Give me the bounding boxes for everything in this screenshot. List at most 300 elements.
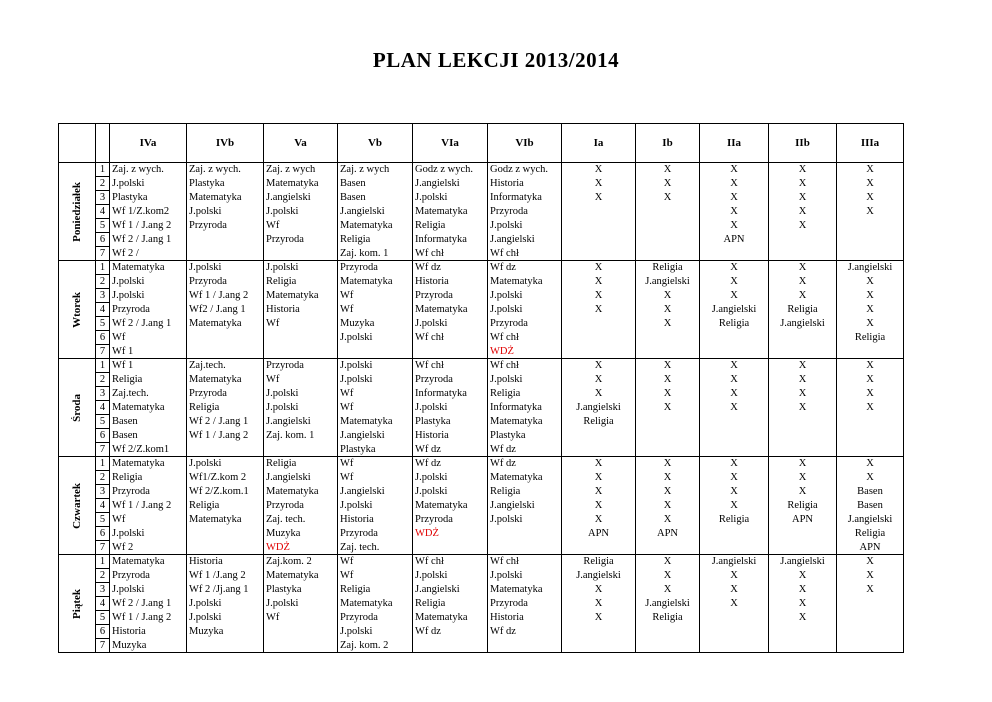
lesson-cell: X [562,387,636,401]
lesson-cell: Wf [338,289,413,303]
lesson-cell: Przyroda [488,205,562,219]
lesson-cell: Zaj.kom. 2 [264,555,338,569]
lesson-cell [769,331,837,345]
lesson-cell: Przyroda [110,569,187,583]
lesson-cell: X [636,401,700,415]
lesson-cell: J.angielski [338,429,413,443]
lesson-number: 3 [96,289,110,303]
lesson-cell: X [837,177,904,191]
lesson-cell: Zaj.tech. [187,359,264,373]
lesson-cell [837,443,904,457]
lesson-number: 5 [96,611,110,625]
day-label: Środa [70,393,83,422]
table-row [59,625,904,639]
lesson-cell: Plastyka [413,415,488,429]
lesson-cell [562,443,636,457]
lesson-cell: J.polski [187,261,264,275]
lesson-cell: Matematyka [338,597,413,611]
lesson-cell: J.polski [413,317,488,331]
lesson-cell: X [837,359,904,373]
lesson-cell: APN [837,541,904,555]
class-header: IIIa [837,124,904,163]
lesson-cell: X [562,373,636,387]
lesson-cell: Religia [187,401,264,415]
lesson-cell: J.polski [187,611,264,625]
lesson-cell: Wf chł [488,359,562,373]
table-row [59,597,904,611]
lesson-cell: Informatyka [413,387,488,401]
lesson-cell: Wf [110,331,187,345]
lesson-cell: Wf 1 / J.ang 2 [187,429,264,443]
lesson-cell [700,611,769,625]
lesson-cell: Matematyka [338,275,413,289]
day-label-cell [59,261,96,359]
lesson-cell: X [562,513,636,527]
lesson-number: 3 [96,387,110,401]
lesson-cell: X [769,177,837,191]
lesson-cell [636,415,700,429]
timetable-body [59,163,904,653]
lesson-cell: Wf1/Z.kom 2 [187,471,264,485]
lesson-cell: Informatyka [413,233,488,247]
lesson-cell: J.polski [264,387,338,401]
lesson-number: 5 [96,513,110,527]
lesson-cell: X [837,401,904,415]
lesson-cell [769,247,837,261]
lesson-cell [562,219,636,233]
lesson-cell: X [769,401,837,415]
lesson-cell [562,639,636,653]
lesson-cell: X [700,457,769,471]
lesson-cell: J.polski [264,205,338,219]
lesson-cell: APN [700,233,769,247]
class-header: VIb [488,124,562,163]
lesson-cell [562,317,636,331]
lesson-cell: Wf dz [488,457,562,471]
lesson-cell: Wf [264,219,338,233]
lesson-cell: Religia [837,527,904,541]
lesson-cell: Wf 2 [110,541,187,555]
lesson-number: 5 [96,415,110,429]
lesson-cell: Religia [338,583,413,597]
lesson-number: 7 [96,345,110,359]
day-label: Czwartek [70,482,83,529]
lesson-cell [769,625,837,639]
table-row [59,163,904,177]
lesson-cell: Religia [562,415,636,429]
lesson-number: 3 [96,485,110,499]
lesson-cell [636,429,700,443]
lesson-number: 6 [96,233,110,247]
lesson-cell [488,639,562,653]
lesson-cell: Muzyka [264,527,338,541]
lesson-cell: X [636,499,700,513]
lesson-cell [700,429,769,443]
lesson-cell: J.angielski [636,597,700,611]
lesson-cell [837,345,904,359]
lesson-cell [700,541,769,555]
lesson-cell: Wf 1 / J.ang 2 [187,289,264,303]
class-header: Va [264,124,338,163]
lesson-cell [488,527,562,541]
lesson-cell: Matematyka [110,261,187,275]
lesson-cell [769,639,837,653]
lesson-cell: Religia [413,219,488,233]
table-row [59,541,904,555]
lesson-number: 1 [96,555,110,569]
lesson-cell: X [636,359,700,373]
lesson-cell: Plastyka [488,429,562,443]
lesson-number: 5 [96,317,110,331]
lesson-cell: X [769,191,837,205]
lesson-number: 6 [96,527,110,541]
lesson-cell [700,625,769,639]
lesson-cell: Religia [562,555,636,569]
lesson-cell [837,247,904,261]
lesson-cell [769,345,837,359]
lesson-cell: Wf chł [488,247,562,261]
lesson-cell: X [769,163,837,177]
lesson-cell: J.angielski [636,275,700,289]
lesson-cell: Matematyka [413,205,488,219]
day-label: Wtorek [70,291,83,328]
corner-cell [59,124,96,163]
lesson-cell [636,541,700,555]
lesson-cell [187,247,264,261]
day-label-cell [59,359,96,457]
lesson-cell [562,345,636,359]
lesson-cell: Religia [636,611,700,625]
day-label-cell [59,163,96,261]
table-row [59,233,904,247]
lesson-cell: X [562,261,636,275]
lesson-cell: Basen [110,429,187,443]
lesson-number: 6 [96,429,110,443]
lesson-cell: X [562,611,636,625]
lesson-cell [562,429,636,443]
lesson-number: 7 [96,443,110,457]
lesson-cell [338,345,413,359]
lesson-cell: J.polski [338,373,413,387]
lesson-cell: X [769,261,837,275]
lesson-cell: Religia [413,597,488,611]
lesson-cell: X [636,163,700,177]
lesson-cell: J.polski [488,569,562,583]
lesson-cell: Wf [338,303,413,317]
table-row [59,289,904,303]
lesson-cell [636,219,700,233]
lesson-cell: Religia [700,513,769,527]
lesson-cell: Godz z wych. [413,163,488,177]
lesson-cell [700,415,769,429]
lesson-cell: X [837,457,904,471]
lesson-cell: X [700,261,769,275]
lesson-cell: Przyroda [413,289,488,303]
lesson-cell: X [769,275,837,289]
lesson-number: 4 [96,401,110,415]
lesson-number: 3 [96,583,110,597]
lesson-cell: X [837,373,904,387]
lesson-cell: Matematyka [413,611,488,625]
lesson-number: 1 [96,261,110,275]
lesson-cell [837,597,904,611]
lesson-cell: J.polski [488,289,562,303]
class-header: IIb [769,124,837,163]
lesson-cell: X [837,569,904,583]
lesson-cell: Wf chł [413,331,488,345]
lesson-cell: J.polski [110,583,187,597]
lesson-cell [769,527,837,541]
lesson-cell: Religia [264,457,338,471]
lesson-cell: J.polski [488,219,562,233]
lesson-number: 2 [96,569,110,583]
lesson-cell [837,639,904,653]
lesson-cell: WDŻ [488,345,562,359]
lesson-cell: Matematyka [110,555,187,569]
lesson-cell: Wf 1 [110,359,187,373]
lesson-cell [700,247,769,261]
lesson-cell: J.angielski [837,513,904,527]
lesson-cell: Wf dz [413,625,488,639]
table-row [59,555,904,569]
lesson-cell: X [562,583,636,597]
lesson-cell: X [769,611,837,625]
lesson-cell: Wf 2 / J.ang 1 [187,415,264,429]
lesson-cell: Muzyka [338,317,413,331]
lesson-cell: Wf [338,457,413,471]
lesson-cell: Historia [413,429,488,443]
lesson-cell: X [636,191,700,205]
lesson-cell: J.polski [110,275,187,289]
lesson-cell: X [636,457,700,471]
lesson-cell: X [562,191,636,205]
lesson-cell: Przyroda [187,387,264,401]
lesson-cell: X [700,359,769,373]
lesson-cell: X [562,163,636,177]
lesson-cell: X [636,485,700,499]
lesson-cell: Matematyka [110,401,187,415]
lesson-number: 4 [96,597,110,611]
class-header: Ib [636,124,700,163]
lesson-cell: Wf dz [413,443,488,457]
lesson-cell: X [562,303,636,317]
lesson-number: 6 [96,331,110,345]
lesson-cell [636,233,700,247]
lesson-cell: Wf 2 / J.ang 1 [110,317,187,331]
lesson-cell: Przyroda [338,527,413,541]
lesson-number: 1 [96,457,110,471]
table-row [59,443,904,457]
lesson-cell: Przyroda [264,233,338,247]
class-header: IVb [187,124,264,163]
lesson-cell: Wf 2 / [110,247,187,261]
lesson-number: 5 [96,219,110,233]
lesson-number: 4 [96,499,110,513]
lesson-cell: Historia [110,625,187,639]
lesson-cell: X [837,387,904,401]
day-label: Piątek [70,588,83,619]
lesson-cell: X [700,275,769,289]
lesson-cell: Matematyka [488,471,562,485]
lesson-cell: J.angielski [338,205,413,219]
lesson-cell: X [700,205,769,219]
lesson-cell: Basen [837,485,904,499]
lesson-cell: X [769,471,837,485]
lesson-cell [700,345,769,359]
lesson-cell: J.angielski [700,555,769,569]
class-header: VIa [413,124,488,163]
lesson-cell [636,205,700,219]
lesson-cell: J.angielski [264,415,338,429]
lesson-cell [636,247,700,261]
lesson-cell: Historia [338,513,413,527]
lesson-cell: Wf chł [413,247,488,261]
table-row [59,247,904,261]
lesson-cell: Przyroda [413,513,488,527]
lesson-cell: X [700,177,769,191]
lesson-cell: X [769,373,837,387]
table-row [59,569,904,583]
lesson-cell: X [700,219,769,233]
lesson-cell: X [636,177,700,191]
class-header: IIa [700,124,769,163]
lesson-cell: J.polski [488,373,562,387]
lesson-cell [413,345,488,359]
timetable [58,123,904,653]
lesson-cell: Wf dz [413,457,488,471]
lesson-cell: Przyroda [488,597,562,611]
table-row [59,499,904,513]
lesson-cell: J.polski [338,625,413,639]
lesson-cell: Matematyka [488,583,562,597]
lesson-cell: X [769,289,837,303]
table-row [59,387,904,401]
lesson-number: 2 [96,373,110,387]
lesson-cell: X [769,569,837,583]
lesson-number: 7 [96,639,110,653]
lesson-cell: Matematyka [264,177,338,191]
lesson-cell: Zaj.tech. [110,387,187,401]
day-label: Poniedziałek [70,181,83,242]
lesson-cell: Wf [264,611,338,625]
lesson-cell: X [636,289,700,303]
lesson-cell: Wf 1 [110,345,187,359]
lesson-cell: Historia [187,555,264,569]
lesson-cell [562,205,636,219]
lesson-number: 2 [96,275,110,289]
lesson-cell: Matematyka [413,303,488,317]
lesson-number: 4 [96,303,110,317]
lesson-cell: Matematyka [110,457,187,471]
lesson-cell: J.polski [264,597,338,611]
lesson-cell: Przyroda [187,219,264,233]
lesson-cell [187,639,264,653]
lesson-cell: Wf 2 / J.ang 1 [110,233,187,247]
lesson-cell: J.angielski [562,401,636,415]
lesson-cell: Wf [110,513,187,527]
lesson-cell: J.polski [110,289,187,303]
lesson-cell: APN [636,527,700,541]
lesson-cell: Informatyka [488,401,562,415]
lesson-cell: J.angielski [769,555,837,569]
lesson-cell [488,541,562,555]
lesson-cell: Historia [488,611,562,625]
lesson-cell: J.polski [488,303,562,317]
lesson-cell [769,429,837,443]
lesson-cell: Matematyka [187,373,264,387]
lesson-cell: J.angielski [488,233,562,247]
lesson-cell: Wf chł [413,555,488,569]
lesson-cell [700,443,769,457]
lesson-cell [562,233,636,247]
lesson-cell: Historia [413,275,488,289]
lesson-cell [700,527,769,541]
lesson-cell: X [636,513,700,527]
lesson-cell: Matematyka [187,513,264,527]
lesson-cell: J.angielski [264,191,338,205]
lesson-cell: J.polski [187,457,264,471]
lesson-cell: Wf chł [413,359,488,373]
lesson-cell: X [837,191,904,205]
lesson-cell: WDŻ [413,527,488,541]
table-row [59,303,904,317]
lesson-cell: J.polski [413,191,488,205]
lesson-cell: X [700,373,769,387]
lesson-cell: Zaj. z wych. [110,163,187,177]
class-header: Vb [338,124,413,163]
lesson-number: 1 [96,163,110,177]
lesson-cell: X [700,499,769,513]
lesson-cell [636,625,700,639]
header-row [59,124,904,163]
lesson-cell: Basen [837,499,904,513]
table-row [59,359,904,373]
lesson-cell: Przyroda [338,261,413,275]
lesson-cell [636,443,700,457]
lesson-cell: Religia [338,233,413,247]
lesson-cell [187,233,264,247]
lesson-cell: APN [562,527,636,541]
lesson-cell: Muzyka [187,625,264,639]
lesson-cell: Zaj. tech. [264,513,338,527]
lesson-cell: Przyroda [338,611,413,625]
lesson-cell: Przyroda [413,373,488,387]
lesson-cell: X [837,205,904,219]
lesson-number: 6 [96,625,110,639]
lesson-cell: Wf 1 /J.ang 2 [187,569,264,583]
lesson-cell [769,443,837,457]
lesson-cell: Wf 1/Z.kom2 [110,205,187,219]
lesson-cell: J.polski [413,485,488,499]
class-header: IVa [110,124,187,163]
lesson-cell: Wf [338,471,413,485]
table-row [59,457,904,471]
lesson-cell: Matematyka [264,289,338,303]
class-header: Ia [562,124,636,163]
lesson-number: 2 [96,471,110,485]
lesson-cell [837,219,904,233]
lesson-cell: X [769,583,837,597]
lesson-cell: J.polski [110,177,187,191]
lesson-cell: J.polski [413,401,488,415]
lesson-cell: Wf 2/Z.kom.1 [187,485,264,499]
table-row [59,177,904,191]
lesson-cell: J.polski [187,205,264,219]
lesson-cell: Religia [488,387,562,401]
lesson-cell: X [562,289,636,303]
lesson-cell [264,625,338,639]
lesson-cell: Informatyka [488,191,562,205]
